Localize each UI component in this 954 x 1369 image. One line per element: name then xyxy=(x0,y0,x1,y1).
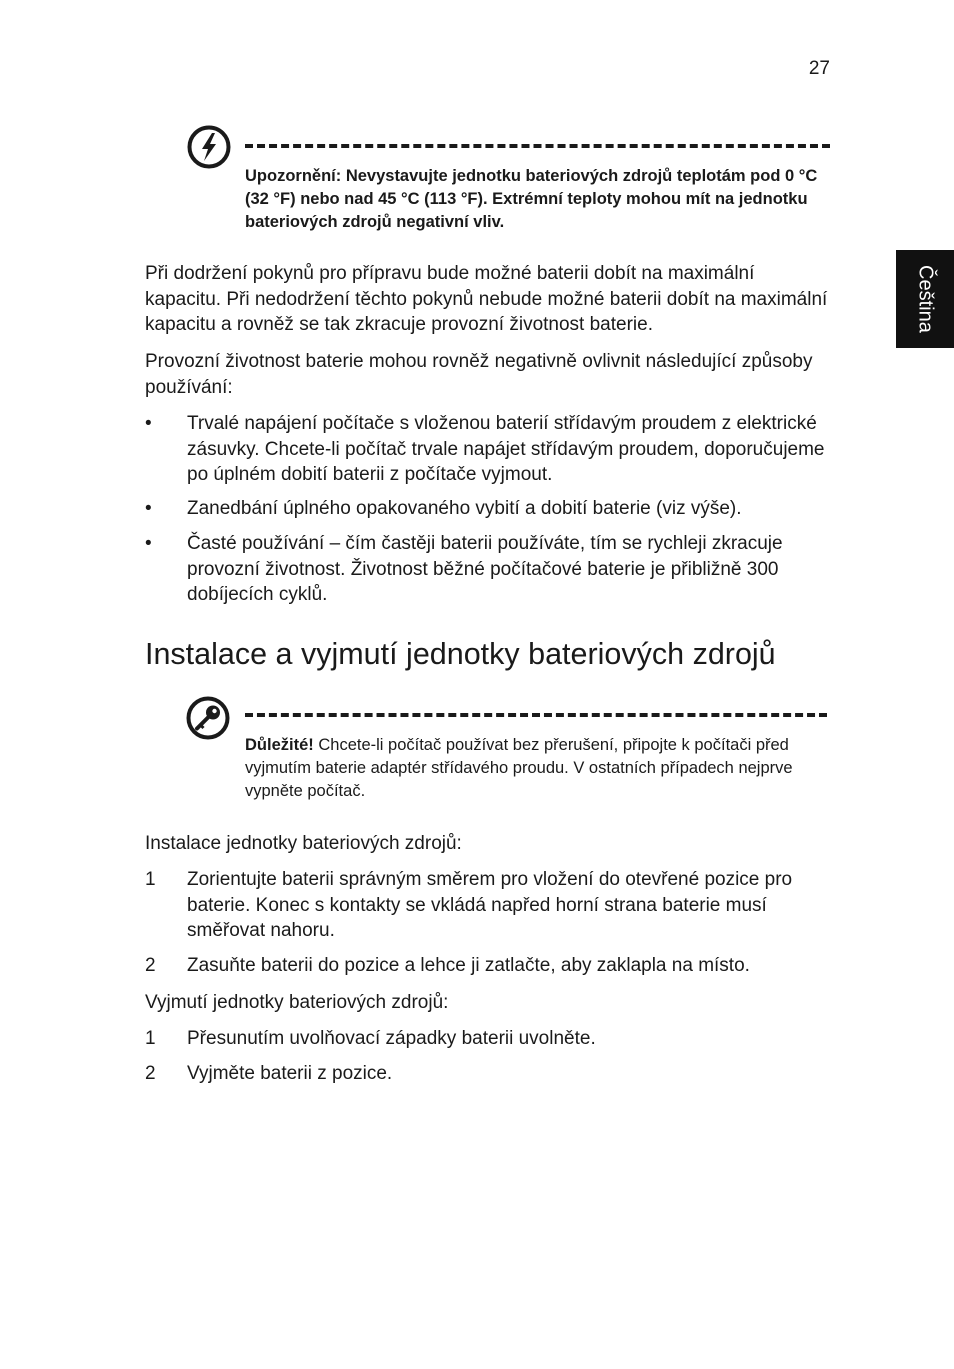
warning-divider xyxy=(245,144,830,148)
step-text: Přesunutím uvolňovací západky baterii uvolněte. xyxy=(187,1028,596,1049)
warning-text: Upozornění: Nevystavujte jednotku bateriových zdrojů teplotám pod 0 °C (32 °F) nebo nad 45 °C (113 °F). Extrémní teploty mohou mít na jednotku bateriových zdrojů negativní vliv. xyxy=(245,167,818,231)
key-icon xyxy=(186,696,230,740)
remove-step xyxy=(145,1061,835,1087)
important-note xyxy=(245,734,830,803)
bullet-marker: • xyxy=(145,533,152,554)
step-number: 1 xyxy=(145,1028,156,1049)
language-tab-label: Čeština xyxy=(914,265,937,333)
important-text: Chcete-li počítač používat bez přerušení, připojte k počítači před vyjmutím baterie adaptér střídavého proudu. V ostatních případech nejprve vypněte počítač. xyxy=(245,736,793,800)
remove-step xyxy=(145,1026,835,1052)
step-text: Zorientujte baterii správným směrem pro vložení do otevřené pozice pro baterie. Konec s kontakty se vkládá napřed horní strana baterie musí směřovat nahoru. xyxy=(187,869,793,941)
lightning-bolt-icon xyxy=(187,125,231,169)
install-step xyxy=(145,953,835,979)
paragraph: Při dodržení pokynů pro přípravu bude možné baterii dobít na maximální kapacitu. Při nedodržení těchto pokynů nebude možné baterii dobít na maximální kapacitu a rovněž se tak zkracuje provozní životnost baterie. xyxy=(145,263,828,335)
bullet-item xyxy=(145,496,835,522)
bullet-text: Časté používání – čím častěji baterii používáte, tím se rychleji zkracuje provozní životnost. Životnost běžné počítačové baterie je přibližně 300 dobíjecích cyklů. xyxy=(187,533,783,605)
important-label: Důležité! xyxy=(245,736,314,754)
step-number: 2 xyxy=(145,955,156,976)
bullet-marker: • xyxy=(145,498,152,519)
page-number: 27 xyxy=(808,58,830,79)
step-number: 1 xyxy=(145,869,156,890)
bullet-item xyxy=(145,531,835,608)
step-text: Vyjměte baterii z pozice. xyxy=(187,1063,393,1084)
important-divider xyxy=(245,713,827,717)
step-text: Zasuňte baterii do pozice a lehce ji zatlačte, aby zaklapla na místo. xyxy=(187,955,750,976)
step-number: 2 xyxy=(145,1063,156,1084)
bullet-text: Trvalé napájení počítače s vloženou baterií střídavým proudem z elektrické zásuvky. Chcete-li počítač trvale napájet střídavým proudem, doporučujeme po úplném dobití baterii z počítače vyjmout. xyxy=(187,413,825,485)
paragraph: Provozní životnost baterie mohou rovněž negativně ovlivnit následující způsoby používání: xyxy=(145,351,813,398)
bullet-item xyxy=(145,411,835,488)
section-heading: Instalace a vyjmutí jednotky bateriových zdrojů xyxy=(145,637,776,671)
bullet-marker: • xyxy=(145,413,152,434)
install-intro: Instalace jednotky bateriových zdrojů: xyxy=(145,833,462,854)
remove-intro: Vyjmutí jednotky bateriových zdrojů: xyxy=(145,992,449,1013)
language-tab xyxy=(896,250,954,348)
install-step xyxy=(145,867,835,944)
bullet-text: Zanedbání úplného opakovaného vybití a dobití baterie (viz výše). xyxy=(187,498,742,519)
